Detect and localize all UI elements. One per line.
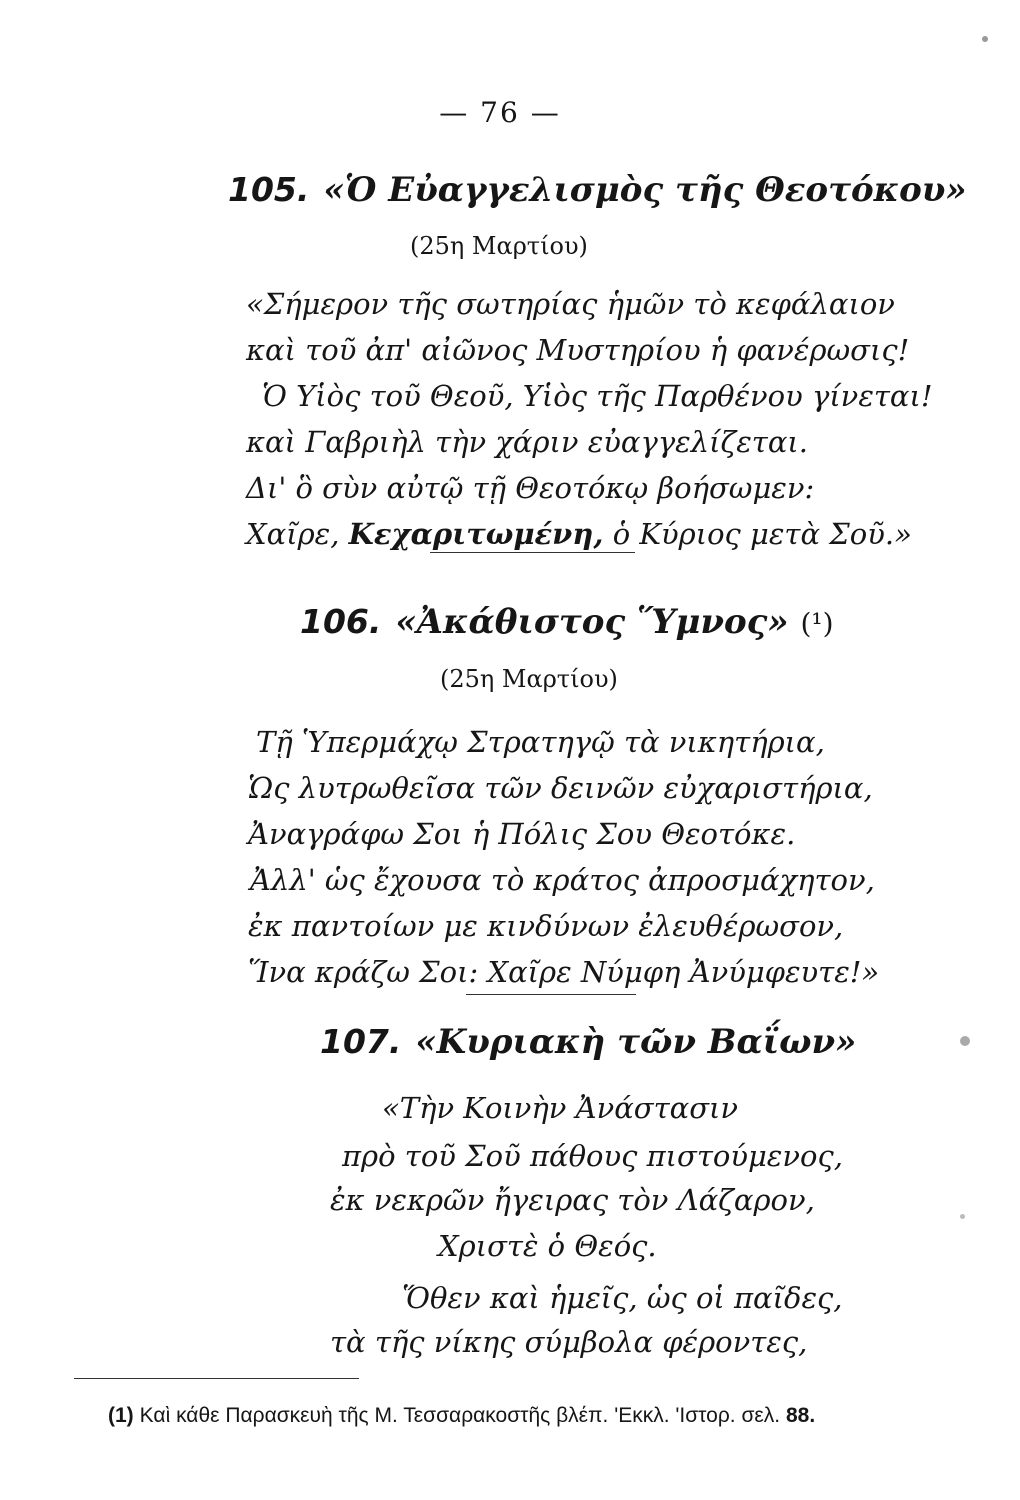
section-106-line-2: Ὡς λυτρωθεῖσα τῶν δεινῶν εὐχαριστήρια, bbox=[248, 771, 873, 805]
section-107-number: 107. bbox=[320, 1022, 402, 1061]
section-107-line-4: Χριστὲ ὁ Θεός. bbox=[438, 1229, 657, 1263]
paper-speck bbox=[960, 1036, 970, 1046]
section-105-line-4: καὶ Γαβριὴλ τὴν χάριν εὐαγγελίζεται. bbox=[246, 425, 808, 459]
section-105-line-6 bbox=[246, 517, 912, 551]
paper-speck bbox=[960, 1214, 965, 1219]
section-105-line-1: «Σήμερον τῆς σωτηρίας ἡμῶν τὸ κεφάλαιον bbox=[246, 287, 895, 321]
section-106-heading bbox=[300, 602, 834, 642]
section-105-heading bbox=[228, 170, 967, 210]
section-divider-1 bbox=[430, 552, 635, 553]
footnote-divider bbox=[74, 1378, 359, 1379]
section-105-date: (25η Μαρτίου) bbox=[410, 232, 588, 260]
section-107-line-6: τὰ τῆς νίκης σύμβολα φέροντες, bbox=[330, 1325, 808, 1359]
section-107-line-2: πρὸ τοῦ Σοῦ πάθους πιστούμενος, bbox=[342, 1139, 843, 1173]
section-106-title: «Ἀκάθιστος Ὕμνος» bbox=[395, 602, 789, 642]
section-106-line-1: Τῇ Ὑπερμάχῳ Στρατηγῷ τὰ νικητήρια, bbox=[256, 725, 825, 759]
section-107-line-3: ἐκ νεκρῶν ἤγειρας τὸν Λάζαρον, bbox=[330, 1183, 815, 1217]
section-105-title: «Ὁ Εὐαγγελισμὸς τῆς Θεοτόκου» bbox=[323, 170, 967, 210]
section-106-line-3: Ἀναγράφω Σοι ἡ Πόλις Σου Θεοτόκε. bbox=[248, 817, 796, 851]
section-105-line-6-bold: Κεχαριτωμένη, bbox=[348, 517, 604, 551]
section-105-line-6-post: ὁ Κύριος μετὰ Σοῦ.» bbox=[603, 517, 912, 551]
section-106-date: (25η Μαρτίου) bbox=[440, 665, 618, 693]
footnote bbox=[108, 1404, 815, 1428]
paper-speck bbox=[982, 36, 988, 42]
section-107-line-5: Ὅθεν καὶ ἡμεῖς, ὡς οἱ παῖδες, bbox=[402, 1281, 843, 1315]
section-107-line-1: «Τὴν Κοινὴν Ἀνάστασιν bbox=[382, 1091, 739, 1125]
footnote-text: Καὶ κάθε Παρασκευὴ τῆς Μ. Τεσσαρακοστῆς βλέπ. 'Εκκλ. 'Ιστορ. σελ. bbox=[139, 1404, 786, 1427]
section-105-number: 105. bbox=[228, 170, 310, 209]
section-107-title: «Κυριακὴ τῶν Βαΐων» bbox=[415, 1022, 857, 1062]
section-106-line-6: Ἵνα κράζω Σοι: Χαῖρε Νύμφη Ἀνύμφευτε!» bbox=[248, 955, 880, 989]
section-105-line-6-pre: Χαῖρε, bbox=[246, 517, 349, 551]
section-106-line-4: Ἀλλ' ὡς ἔχουσα τὸ κράτος ἀπροσμάχητον, bbox=[250, 863, 875, 897]
section-divider-2 bbox=[466, 994, 636, 995]
section-107-heading bbox=[320, 1022, 856, 1062]
section-105-line-5: Δι' ὃ σὺν αὐτῷ τῇ Θεοτόκῳ βοήσωμεν: bbox=[246, 471, 815, 505]
footnote-mark: (1) bbox=[108, 1404, 134, 1427]
section-106-line-5: ἐκ παντοίων με κινδύνων ἐλευθέρωσον, bbox=[248, 909, 844, 943]
section-105-line-2: καὶ τοῦ ἀπ' αἰῶνος Μυστηρίου ἡ φανέρωσις! bbox=[246, 333, 910, 367]
footnote-page-ref: 88. bbox=[785, 1404, 816, 1427]
page-number: — 76 — bbox=[439, 96, 561, 129]
section-105-line-3: Ὁ Υἱὸς τοῦ Θεοῦ, Υἱὸς τῆς Παρθένου γίνεται! bbox=[262, 379, 933, 413]
section-106-number: 106. bbox=[300, 602, 382, 641]
section-106-footnote-mark: (¹) bbox=[800, 607, 834, 640]
